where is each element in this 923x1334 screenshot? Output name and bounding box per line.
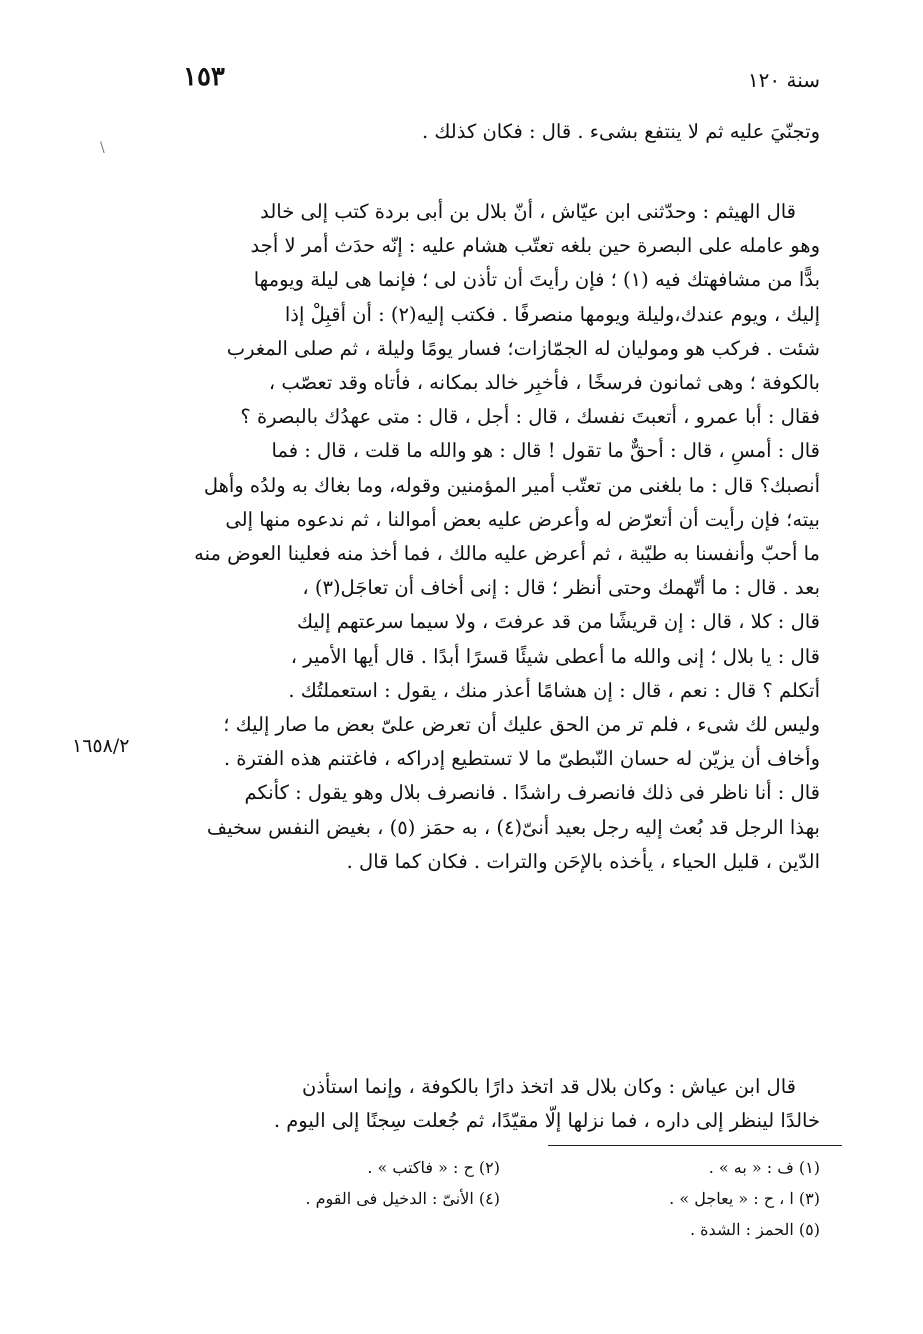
text-line: ما أحبّ وأنفسنا به طيّبة ، ثم أعرض عليه مالك ، فما أخذ منه فعلينا العوض منه xyxy=(194,542,820,566)
text-line: قال الهيثم : وحدّثنى ابن عيّاش ، أنّ بلال بن أبى بردة كتب إلى خالد xyxy=(260,200,796,223)
footnote-row xyxy=(180,1152,820,1183)
text-line: خالدًا لينظر إلى داره ، فما نزلها إلّا مقيّدًا، ثم جُعلت سِجنًا إلى اليوم . xyxy=(273,1109,820,1133)
text-line: بعد . قال : ما أتّهمك وحتى أنظر ؛ قال : إنى أخاف أن تعاجَل(٣) ، xyxy=(302,576,820,600)
footnote-row xyxy=(180,1183,820,1214)
text-line: قال : أمسِ ، قال : أحقٌّ ما تقول ! قال : هو والله ما قلت ، قال : فما xyxy=(271,439,820,463)
text-line: وهو عامله على البصرة حين بلغه تعتّب هشام عليه : إنّه حدَث أمر لا أجد xyxy=(250,234,820,258)
text-line: بهذا الرجل قد بُعث إليه رجل بعيد أنىّ(٤) ، به حمَز (٥) ، بغيض النفس سخيف xyxy=(206,815,820,839)
footnote-2: (٢) ح : « فاكتب » . xyxy=(367,1158,500,1177)
margin-reference: ١٦٥٨/٢ xyxy=(72,735,130,757)
text-line: الدّين ، قليل الحياء ، يأخذه بالإحَن والترات . فكان كما قال . xyxy=(346,849,820,873)
text-line: أتكلم ؟ قال : نعم ، قال : إن هشامًا أعذر منك ، يقول : استعملتُك . xyxy=(288,678,820,702)
text-line: وليس لك شىء ، فلم تر من الحق عليك أن تعرض علىّ بعض ما صار إليك ؛ xyxy=(223,713,820,737)
margin-tick-mark: \ xyxy=(100,140,105,156)
text-line: قال ابن عياش : وكان بلال قد اتخذ دارًا بالكوفة ، وإنما استأذن xyxy=(302,1075,796,1098)
footnotes xyxy=(180,1152,820,1245)
text-line: بيته؛ فإن رأيت أن أتعرّض له وأعرض عليه بعض أموالنا ، ثم ندعوه منها إلى xyxy=(225,507,820,531)
footnote-row xyxy=(180,1214,820,1245)
text-line: بالكوفة ؛ وهى ثمانون فرسخًا ، فأخبِر خالد بمكانه ، فأتاه وقد تعصّب ، xyxy=(268,371,820,395)
text-line: قال : يا بلال ؛ إنى والله ما أعطى شيئًا قسرًا أبدًا . قال أيها الأمير ، xyxy=(290,644,820,668)
page-number: ١٥٣ xyxy=(183,62,225,92)
text-line: شئت . فركب هو وموليان له الجمّازات؛ فسار يومًا وليلة ، ثم صلى المغرب xyxy=(226,336,820,360)
text-line: أنصبك؟ قال : ما بلغنى من تعتّب أمير المؤمنين وقوله، وما بغاك به ولدُه وأهل xyxy=(203,473,820,497)
text-line: إليك ، ويوم عندك،وليلة ويومها منصرفًا . فكتب إليه(٢) : أن أقبِلْ إذا xyxy=(284,302,820,326)
text-line: قال : كلا ، قال : إن قريشًا من قد عرفتَ ، ولا سيما سرعتهم إليك xyxy=(296,610,820,634)
main-paragraph xyxy=(180,195,820,879)
footnote-divider xyxy=(548,1145,842,1146)
text-line: فقال : أبا عمرو ، أتعبتَ نفسك ، قال : أجل ، قال : متى عهدُك بالبصرة ؟ xyxy=(240,405,820,429)
text-line: قال : أنا ناظر فى ذلك فانصرف راشدًا . فانصرف بلال وهو يقول : كأنكم xyxy=(244,781,820,805)
text-line: وتجنّيَ عليه ثم لا ينتفع بشىء . قال : فكان كذلك . xyxy=(421,120,820,143)
opening-line xyxy=(180,115,820,149)
closing-paragraph xyxy=(180,1070,820,1138)
footnote-4: (٤) الأنىّ : الدخيل فى القوم . xyxy=(305,1189,500,1208)
running-head: سنة ١٢٠ xyxy=(747,68,820,92)
text-line: وأخاف أن يزيّن له حسان النّبطىّ ما لا تستطيع إدراكه ، فاغتنم هذه الفترة . xyxy=(223,747,820,771)
text-line: بدًّا من مشافهتك فيه (١) ؛ فإن رأيتَ أن تأذن لى ؛ فإنما هى ليلة ويومها xyxy=(253,268,820,292)
footnote-3: (٣) ا ، ح : « يعاجل » . xyxy=(669,1189,820,1208)
footnote-1: (١) ف : « به » . xyxy=(708,1158,820,1177)
footnote-5: (٥) الحمز : الشدة . xyxy=(689,1220,820,1239)
